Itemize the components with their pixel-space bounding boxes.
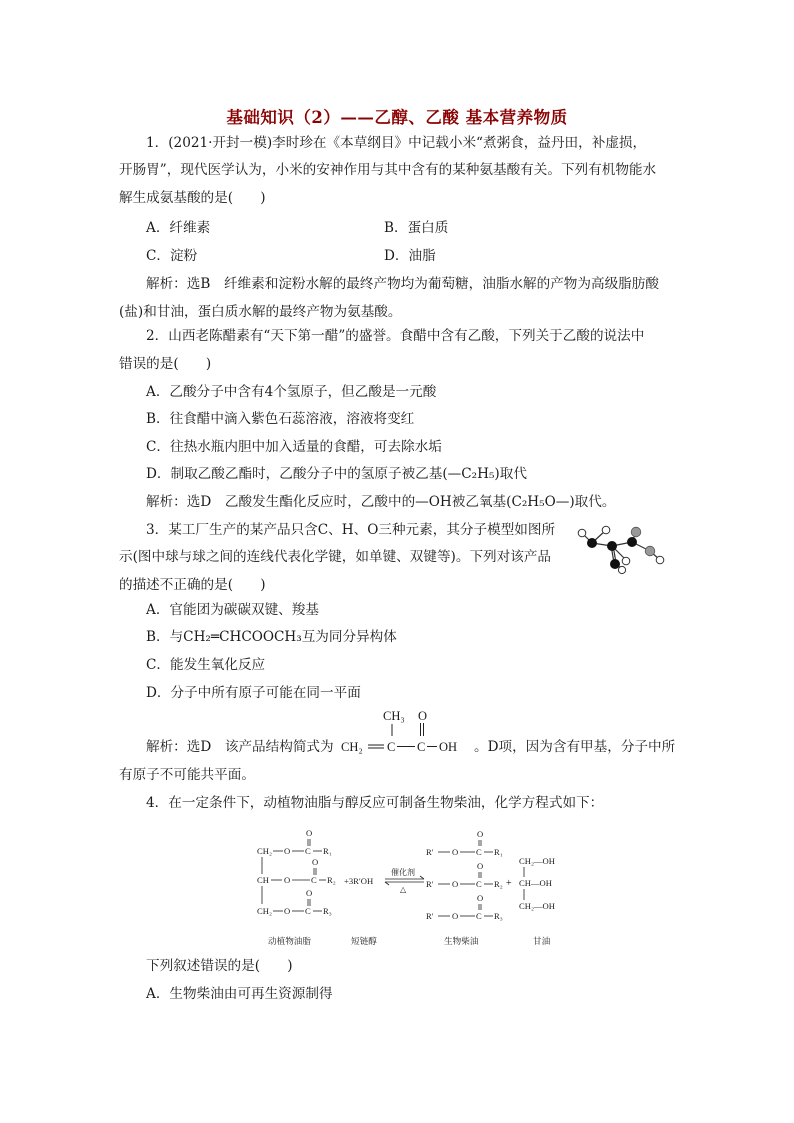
q3-option-c: C．能发生氧化反应 [146,657,266,673]
formula-c1: C [387,740,396,754]
eq-reagent: +3R′OH [344,876,374,886]
q3-structural-formula [339,706,469,756]
formula-c2: C [417,740,426,754]
q3-answer-line2: 有原子不可能共平面。 [119,767,255,783]
q1-option-a: A．纤维素 [146,220,211,236]
eq-label-diesel: 生物柴油 [444,936,479,946]
q1-stem-line1: 1．(2021·开封一模)李时珍在《本草纲目》中记载小米“煮粥食，益丹田，补虚损， [146,135,647,151]
page-title: 基础知识（2）——乙醇、乙酸 基本营养物质 [226,108,568,127]
q1-answer-line1: 解析：选B 纤维素和淀粉水解的最终产物均为葡萄糖，油脂水解的产物为高级脂肪酸 [146,276,659,292]
molecule-model-image [574,524,666,574]
formula-oh: OH [439,740,458,754]
eq-fat-o3: O [306,888,313,898]
eq-fat-r1: R₁ [323,846,332,856]
q1-option-d: D．油脂 [384,248,436,264]
eq-bd-o-ester2: O [452,879,459,889]
eq-bd-r1: R₁ [494,847,503,857]
q3-answer-line1a: 解析：选D 该产品结构简式为 [146,739,334,755]
eq-fat-o2: O [312,857,319,867]
eq-fat-c1: C [305,846,311,856]
q2-option-c: C．往热水瓶内胆中加入适量的食醋，可去除水垢 [146,439,442,455]
q1-answer-line2: (盐)和甘油，蛋白质水解的最终产物为氨基酸。 [119,304,402,320]
eq-fat-c2: C [311,875,317,885]
eq-bd-o3: O [477,893,484,903]
eq-plus: + [506,878,512,889]
q1-option-c: C．淀粉 [146,248,198,264]
eq-fat-c3: C [305,906,311,916]
eq-bd-rp1: R′ [426,847,434,857]
eq-label-glycerol: 甘油 [533,936,551,946]
q2-stem-line1: 2．山西老陈醋素有“天下第一醋”的盛誉。食醋中含有乙酸，下列关于乙酸的说法中 [146,328,645,344]
q3-stem-line1: 3．某工厂生产的某产品只含C、H、O三种元素，其分子模型如图所 [146,522,556,538]
q3-option-d: D．分子中所有原子可能在同一平面 [146,685,361,701]
eq-label-alcohol: 短链醇 [351,936,377,946]
q2-answer: 解析：选D 乙酸发生酯化反应时，乙酸中的—OH被乙氧基(C₂H₅O—)取代。 [146,494,616,510]
formula-o: O [418,709,428,723]
eq-bd-c3: C [476,911,482,921]
eq-fat-o1: O [306,828,313,838]
q3-option-b: B．与CH₂═CHCOOCH₃互为同分异构体 [146,629,397,645]
q4-reaction-equation [254,820,574,952]
eq-fat-o-ester3: O [284,906,291,916]
q2-stem-line2: 错误的是( ) [119,356,212,372]
q2-option-b: B．往食醋中滴入紫色石蕊溶液，溶液将变红 [146,411,415,427]
eq-bd-r3: R₃ [494,911,503,921]
formula-ch2: CH₂ [341,740,363,754]
formula-ch3: CH₃ [383,709,405,723]
eq-fat-o-ester1: O [284,846,291,856]
q3-option-a: A．官能团为碳碳双键、羧基 [146,602,319,618]
eq-fat-r3: R₃ [323,906,332,916]
q3-stem-line3: 的描述不正确的是( ) [119,577,266,593]
q2-option-d: D．制取乙酸乙酯时，乙酸分子中的氢原子被乙基(—C₂H₅)取代 [146,466,527,482]
eq-bd-c2: C [476,879,482,889]
eq-bd-rp3: R′ [426,911,434,921]
eq-fat-o-ester2: O [284,875,291,885]
eq-bd-c1: C [476,847,482,857]
eq-fat-ch2-bottom: CH₂ [257,906,272,916]
eq-gly-ch2oh-top: CH₂—OH [519,856,555,866]
eq-catalyst: 催化剂 [391,868,415,877]
q1-stem-line2: 开肠胃”，现代医学认为，小米的安神作用与其中含有的某种氨基酸有关。下列有机物能水 [119,162,657,178]
eq-fat-ch2-top: CH₂ [257,846,272,856]
q4-stem-line1: 4．在一定条件下，动植物油脂与醇反应可制备生物柴油，化学方程式如下： [146,795,604,811]
eq-bd-r2: R₂ [494,879,503,889]
q3-answer-line1b: 。D项，因为含有甲基，分子中所 [474,739,676,755]
eq-label-fat: 动植物油脂 [268,936,311,946]
q1-stem-line3: 解生成氨基酸的是( ) [119,190,266,206]
q2-option-a: A．乙酸分子中含有4个氢原子，但乙酸是一元酸 [146,384,437,400]
q4-stem-after: 下列叙述错误的是( ) [146,958,293,974]
eq-bd-o1: O [477,829,484,839]
q3-stem-line2: 示(图中球与球之间的连线代表化学键，如单键、双键等)。下列对该产品 [119,549,552,565]
eq-bd-o-ester3: O [452,911,459,921]
eq-bd-o-ester1: O [452,847,459,857]
q4-option-a: A．生物柴油由可再生资源制得 [146,986,333,1002]
eq-heat: △ [400,885,407,894]
eq-gly-ch2oh-bottom: CH₂—OH [519,901,555,911]
eq-bd-rp2: R′ [426,879,434,889]
eq-bd-o2: O [477,861,484,871]
eq-fat-r2: R₂ [327,875,336,885]
q1-option-b: B．蛋白质 [384,220,449,236]
eq-gly-choh: CH—OH [519,878,552,888]
eq-fat-ch: CH [257,875,269,885]
